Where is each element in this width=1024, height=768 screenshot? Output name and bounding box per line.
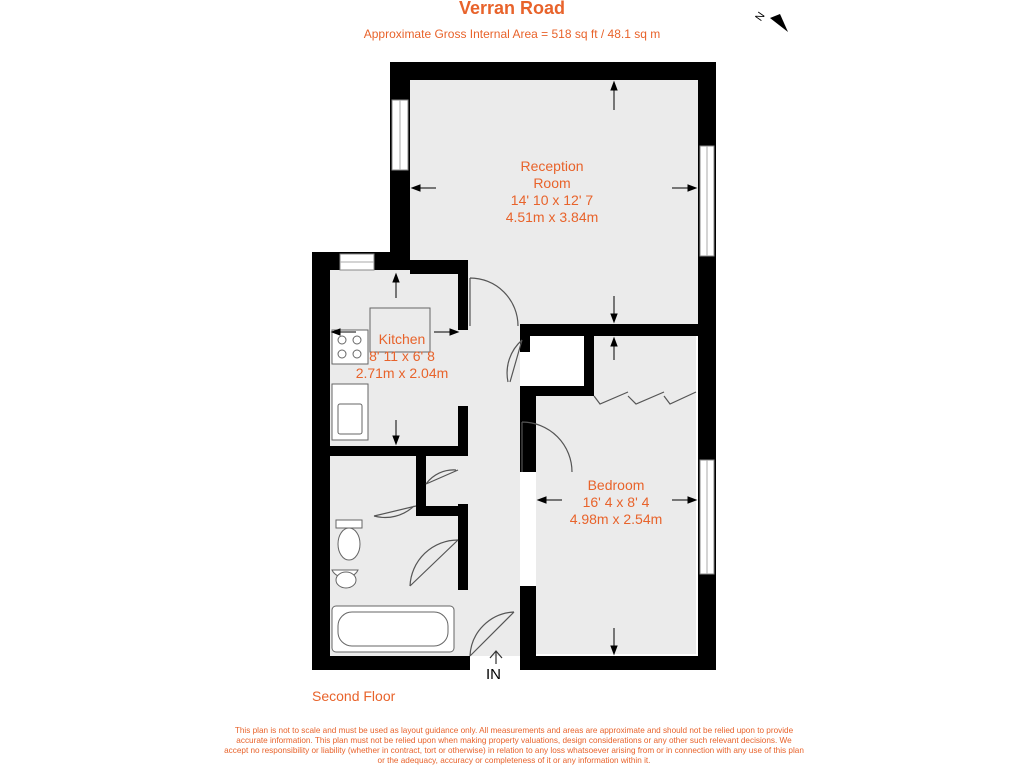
left-outer-wall bbox=[312, 252, 330, 670]
hall-stub-wall bbox=[520, 336, 530, 352]
bedroom-name: Bedroom bbox=[587, 477, 645, 493]
reception-metric: 4.51m x 3.84m bbox=[505, 209, 599, 225]
reception-top-wall bbox=[390, 62, 716, 80]
kitchen-bottom-wall bbox=[330, 446, 468, 456]
kitchen-label bbox=[344, 331, 460, 382]
bedroom-imperial: 16' 4 x 8' 4 bbox=[582, 494, 650, 510]
area-subtitle: Approximate Gross Internal Area = 518 sq ft / 48.1 sq m bbox=[363, 27, 661, 41]
kitchen-name: Kitchen bbox=[378, 331, 426, 347]
reception-bottom-wall bbox=[520, 324, 698, 336]
entrance-label: IN bbox=[486, 666, 501, 683]
kitchen-right-wall-upper bbox=[458, 260, 468, 330]
reception-name-line2: Room bbox=[533, 175, 571, 191]
toilet-cistern-icon bbox=[336, 520, 362, 528]
cupboard-wall bbox=[416, 452, 426, 512]
reception-name-line1: Reception bbox=[520, 158, 584, 174]
bedroom-top-wall-left bbox=[520, 386, 592, 396]
toilet-icon bbox=[338, 528, 360, 560]
kitchen-imperial: 8' 11 x 6' 8 bbox=[369, 348, 435, 364]
plan-title: Verran Road bbox=[458, 0, 566, 18]
wardrobe-left-wall bbox=[584, 334, 594, 396]
reception-label bbox=[492, 158, 612, 226]
kitchen-metric: 2.71m x 2.04m bbox=[355, 365, 449, 381]
bottom-right-wall bbox=[522, 656, 716, 670]
bedroom-metric: 4.98m x 2.54m bbox=[569, 511, 663, 527]
bedroom-left-wall-lower bbox=[520, 586, 536, 670]
bedroom-label bbox=[556, 477, 676, 528]
bottom-left-wall bbox=[312, 656, 470, 670]
reception-imperial: 14' 10 x 12' 7 bbox=[510, 192, 594, 208]
disclaimer-text: This plan is not to scale and must be used as layout guidance only. All measurements and areas are approximate and should not be relied upon to provide accurate information. This plan must not be relied upon when making property valuations, design considerations or any other such relevant decisions. We accept no responsibility or liability (whether in contract, tort or otherwise) in relation to any loss whatsoever arising from or in connection with any use of this plan or the adequacy, accuracy or completeness of it or any information within it. bbox=[224, 726, 804, 765]
hallway-floor bbox=[460, 326, 520, 656]
floor-label: Second Floor bbox=[312, 688, 396, 704]
wardrobe-floor bbox=[590, 334, 696, 396]
bathroom-right-wall bbox=[458, 504, 468, 590]
north-label: N bbox=[753, 10, 768, 24]
